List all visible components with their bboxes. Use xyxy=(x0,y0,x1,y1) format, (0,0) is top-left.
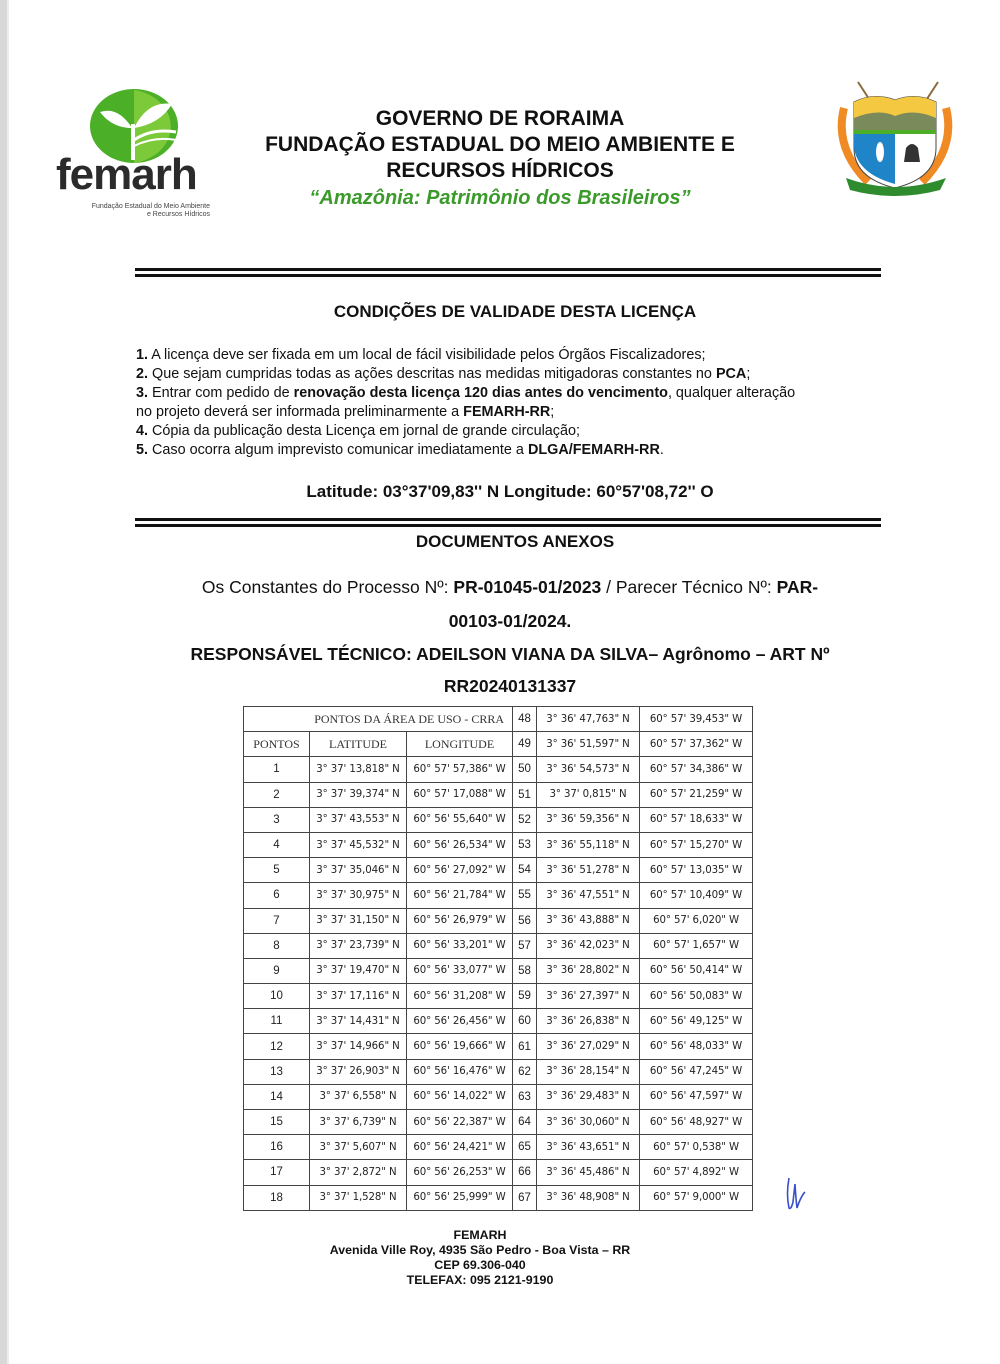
point-longitude: 60° 56' 27,092" W xyxy=(407,858,513,883)
point-longitude: 60° 56' 48,033" W xyxy=(640,1034,753,1059)
table-row xyxy=(244,1185,753,1210)
point-longitude: 60° 57' 57,386" W xyxy=(407,757,513,782)
point-longitude: 60° 56' 24,421" W xyxy=(407,1135,513,1160)
point-latitude: 3° 36' 47,763" N xyxy=(537,707,640,732)
condition-item-3-cont xyxy=(136,403,896,422)
point-number: 62 xyxy=(513,1059,537,1084)
page-edge-highlight xyxy=(7,0,9,1364)
point-latitude: 3° 37' 35,046" N xyxy=(310,858,407,883)
condition-text: ; xyxy=(746,366,751,382)
point-longitude: 60° 56' 31,208" W xyxy=(407,984,513,1009)
point-longitude: 60° 57' 17,088" W xyxy=(407,782,513,807)
column-header: PONTOS xyxy=(244,732,310,757)
point-latitude: 3° 36' 26,838" N xyxy=(537,1009,640,1034)
point-number: 17 xyxy=(244,1160,310,1185)
point-latitude: 3° 37' 0,815" N xyxy=(537,782,640,807)
process-line xyxy=(140,576,880,598)
point-longitude: 60° 57' 4,892" W xyxy=(640,1160,753,1185)
conditions-list xyxy=(136,346,896,460)
rule-line xyxy=(135,524,881,527)
point-longitude: 60° 57' 15,270" W xyxy=(640,832,753,857)
condition-text: no projeto deverá ser informada preliminarmente a xyxy=(136,404,464,420)
condition-item-4 xyxy=(136,422,896,441)
annexes-title: DOCUMENTOS ANEXOS xyxy=(415,532,615,551)
condition-item-5 xyxy=(136,441,896,460)
rule-line xyxy=(135,274,881,277)
table-row xyxy=(244,757,753,782)
point-longitude: 60° 56' 26,979" W xyxy=(407,908,513,933)
point-number: 51 xyxy=(513,782,537,807)
point-number: 59 xyxy=(513,984,537,1009)
point-latitude: 3° 36' 59,356" N xyxy=(537,807,640,832)
roraima-coat-of-arms xyxy=(828,78,963,203)
condition-number: 4. xyxy=(136,423,149,439)
opinion-label: / Parecer Técnico Nº: xyxy=(601,577,777,597)
responsible-technician: RESPONSÁVEL TÉCNICO: ADEILSON VIANA DA SILVA– Agrônomo – ART Nº xyxy=(190,644,830,664)
point-latitude: 3° 36' 28,154" N xyxy=(537,1059,640,1084)
point-latitude: 3° 37' 2,872" N xyxy=(310,1160,407,1185)
art-number: RR20240131337 xyxy=(443,676,577,696)
point-number: 18 xyxy=(244,1185,310,1210)
point-latitude: 3° 36' 45,486" N xyxy=(537,1160,640,1185)
point-longitude: 60° 57' 37,362" W xyxy=(640,732,753,757)
page-edge-shadow xyxy=(0,0,7,1364)
point-latitude: 3° 36' 43,888" N xyxy=(537,908,640,933)
point-number: 53 xyxy=(513,832,537,857)
footer-street: Avenida Ville Roy, 4935 São Pedro - Boa Vista – RR xyxy=(329,1243,631,1257)
table-row xyxy=(244,1059,753,1084)
footer-org: FEMARH xyxy=(453,1228,507,1242)
femarh-logo xyxy=(52,88,214,223)
header-motto: “Amazônia: Patrimônio dos Brasileiros” xyxy=(309,187,691,209)
table-row xyxy=(244,1009,753,1034)
point-latitude: 3° 36' 30,060" N xyxy=(537,1110,640,1135)
rule-line xyxy=(135,518,881,521)
table-row xyxy=(244,908,753,933)
table-row xyxy=(244,933,753,958)
condition-item-3 xyxy=(136,384,896,403)
point-latitude: 3° 37' 45,532" N xyxy=(310,832,407,857)
point-number: 7 xyxy=(244,908,310,933)
point-longitude: 60° 57' 34,386" W xyxy=(640,757,753,782)
condition-emphasis: PCA xyxy=(715,366,747,382)
point-latitude: 3° 37' 1,528" N xyxy=(310,1185,407,1210)
point-longitude: 60° 56' 47,597" W xyxy=(640,1084,753,1109)
point-longitude: 60° 56' 48,927" W xyxy=(640,1110,753,1135)
table-title: PONTOS DA ÁREA DE USO - CRRA xyxy=(244,707,513,732)
point-number: 61 xyxy=(513,1034,537,1059)
point-latitude: 3° 36' 54,573" N xyxy=(537,757,640,782)
point-latitude: 3° 37' 43,553" N xyxy=(310,807,407,832)
point-number: 16 xyxy=(244,1135,310,1160)
point-latitude: 3° 36' 47,551" N xyxy=(537,883,640,908)
column-header: LATITUDE xyxy=(310,732,407,757)
rule-line xyxy=(135,268,881,271)
point-latitude: 3° 36' 42,023" N xyxy=(537,933,640,958)
table-row xyxy=(244,858,753,883)
double-rule-top xyxy=(135,268,881,278)
table-row xyxy=(244,832,753,857)
point-latitude: 3° 36' 51,597" N xyxy=(537,732,640,757)
table-row xyxy=(244,732,753,757)
point-latitude: 3° 37' 14,966" N xyxy=(310,1034,407,1059)
table-row xyxy=(244,958,753,983)
point-latitude: 3° 36' 55,118" N xyxy=(537,832,640,857)
point-number: 4 xyxy=(244,832,310,857)
point-number: 48 xyxy=(513,707,537,732)
point-longitude: 60° 57' 39,453" W xyxy=(640,707,753,732)
logo-subtitle xyxy=(60,203,210,219)
table-row xyxy=(244,984,753,1009)
logo-subtitle-line1: Fundação Estadual do Meio Ambiente xyxy=(91,203,210,210)
point-number: 6 xyxy=(244,883,310,908)
point-number: 49 xyxy=(513,732,537,757)
point-number: 65 xyxy=(513,1135,537,1160)
point-number: 2 xyxy=(244,782,310,807)
table-row xyxy=(244,1135,753,1160)
point-latitude: 3° 37' 30,975" N xyxy=(310,883,407,908)
point-longitude: 60° 57' 10,409" W xyxy=(640,883,753,908)
point-latitude: 3° 36' 28,802" N xyxy=(537,958,640,983)
point-number: 64 xyxy=(513,1110,537,1135)
column-header: LONGITUDE xyxy=(407,732,513,757)
condition-text: Que sejam cumpridas todas as ações descritas nas medidas mitigadoras constantes no xyxy=(148,366,716,382)
point-number: 54 xyxy=(513,858,537,883)
condition-text: Caso ocorra algum imprevisto comunicar imediatamente a xyxy=(148,442,528,458)
table-row xyxy=(244,782,753,807)
condition-emphasis: FEMARH-RR xyxy=(463,404,551,420)
conditions-title: CONDIÇÕES DE VALIDADE DESTA LICENÇA xyxy=(333,302,697,321)
point-longitude: 60° 56' 16,476" W xyxy=(407,1059,513,1084)
point-latitude: 3° 37' 6,739" N xyxy=(310,1110,407,1135)
coat-of-arms-icon xyxy=(828,78,963,203)
responsible-line xyxy=(140,643,880,665)
point-latitude: 3° 36' 27,029" N xyxy=(537,1034,640,1059)
point-number: 12 xyxy=(244,1034,310,1059)
point-longitude: 60° 56' 21,784" W xyxy=(407,883,513,908)
point-longitude: 60° 56' 14,022" W xyxy=(407,1084,513,1109)
point-number: 5 xyxy=(244,858,310,883)
point-number: 57 xyxy=(513,933,537,958)
condition-item-1 xyxy=(136,346,896,365)
point-number: 60 xyxy=(513,1009,537,1034)
opinion-number-cont xyxy=(140,610,880,632)
point-longitude: 60° 57' 18,633" W xyxy=(640,807,753,832)
point-number: 67 xyxy=(513,1185,537,1210)
point-number: 50 xyxy=(513,757,537,782)
table-row xyxy=(244,807,753,832)
point-number: 66 xyxy=(513,1160,537,1185)
point-longitude: 60° 57' 0,538" W xyxy=(640,1135,753,1160)
condition-number: 5. xyxy=(136,442,149,458)
point-latitude: 3° 37' 13,818" N xyxy=(310,757,407,782)
point-number: 58 xyxy=(513,958,537,983)
point-number: 15 xyxy=(244,1110,310,1135)
opinion-number: PAR- xyxy=(776,577,819,597)
table-row xyxy=(244,707,753,732)
point-longitude: 60° 57' 6,020" W xyxy=(640,908,753,933)
point-number: 10 xyxy=(244,984,310,1009)
condition-text: ; xyxy=(550,404,555,420)
point-longitude: 60° 56' 26,456" W xyxy=(407,1009,513,1034)
condition-emphasis: DLGA/FEMARH-RR xyxy=(527,442,660,458)
point-latitude: 3° 37' 6,558" N xyxy=(310,1084,407,1109)
point-number: 56 xyxy=(513,908,537,933)
footer-phone: TELEFAX: 095 2121-9190 xyxy=(406,1273,554,1287)
condition-number: 1. xyxy=(136,347,149,363)
condition-text: Entrar com pedido de xyxy=(148,385,294,401)
point-longitude: 60° 56' 33,077" W xyxy=(407,958,513,983)
header-line-foundation: FUNDAÇÃO ESTADUAL DO MEIO AMBIENTE E xyxy=(265,133,735,156)
point-longitude: 60° 56' 55,640" W xyxy=(407,807,513,832)
logo-subtitle-line2: e Recursos Hídricos xyxy=(146,211,210,218)
point-latitude: 3° 37' 5,607" N xyxy=(310,1135,407,1160)
table-row xyxy=(244,1160,753,1185)
point-number: 52 xyxy=(513,807,537,832)
point-number: 1 xyxy=(244,757,310,782)
table-row xyxy=(244,883,753,908)
point-latitude: 3° 36' 43,651" N xyxy=(537,1135,640,1160)
condition-item-2 xyxy=(136,365,896,384)
logo-wordmark: femarh xyxy=(56,150,197,199)
process-number: PR-01045-01/2023 xyxy=(453,577,602,597)
condition-text: , qualquer alteração xyxy=(667,385,796,401)
point-latitude: 3° 37' 17,116" N xyxy=(310,984,407,1009)
point-latitude: 3° 37' 39,374" N xyxy=(310,782,407,807)
point-longitude: 60° 56' 22,387" W xyxy=(407,1110,513,1135)
process-label: Os Constantes do Processo Nº: xyxy=(201,577,454,597)
point-number: 8 xyxy=(244,933,310,958)
point-latitude: 3° 36' 27,397" N xyxy=(537,984,640,1009)
point-latitude: 3° 37' 14,431" N xyxy=(310,1009,407,1034)
opinion-number-cont-text: 00103-01/2024. xyxy=(448,611,572,631)
table-row xyxy=(244,1110,753,1135)
point-longitude: 60° 56' 25,999" W xyxy=(407,1185,513,1210)
condition-number: 2. xyxy=(136,366,149,382)
point-longitude: 60° 56' 26,534" W xyxy=(407,832,513,857)
reference-coordinates: Latitude: 03°37'09,83'' N Longitude: 60°57'08,72'' O xyxy=(306,482,714,501)
table-row xyxy=(244,1034,753,1059)
point-longitude: 60° 56' 47,245" W xyxy=(640,1059,753,1084)
point-latitude: 3° 37' 26,903" N xyxy=(310,1059,407,1084)
point-number: 63 xyxy=(513,1084,537,1109)
point-longitude: 60° 56' 33,201" W xyxy=(407,933,513,958)
point-latitude: 3° 36' 29,483" N xyxy=(537,1084,640,1109)
condition-text: Cópia da publicação desta Licença em jornal de grande circulação; xyxy=(148,423,581,439)
point-number: 55 xyxy=(513,883,537,908)
header-line-resources: RECURSOS HÍDRICOS xyxy=(386,159,614,182)
point-longitude: 60° 56' 50,414" W xyxy=(640,958,753,983)
coordinates-table xyxy=(243,706,753,1211)
point-latitude: 3° 36' 48,908" N xyxy=(537,1185,640,1210)
footer-postal-code: CEP 69.306-040 xyxy=(434,1258,526,1272)
point-latitude: 3° 37' 23,739" N xyxy=(310,933,407,958)
point-number: 9 xyxy=(244,958,310,983)
point-number: 3 xyxy=(244,807,310,832)
point-longitude: 60° 57' 1,657" W xyxy=(640,933,753,958)
point-number: 13 xyxy=(244,1059,310,1084)
point-longitude: 60° 56' 26,253" W xyxy=(407,1160,513,1185)
point-longitude: 60° 56' 19,666" W xyxy=(407,1034,513,1059)
art-number-line xyxy=(140,675,880,697)
document-header xyxy=(220,106,780,212)
point-latitude: 3° 36' 51,278" N xyxy=(537,858,640,883)
point-longitude: 60° 56' 49,125" W xyxy=(640,1009,753,1034)
double-rule-middle xyxy=(135,518,881,528)
point-longitude: 60° 56' 50,083" W xyxy=(640,984,753,1009)
condition-text: . xyxy=(659,442,664,458)
condition-emphasis: renovação desta licença 120 dias antes do vencimento xyxy=(293,385,668,401)
point-longitude: 60° 57' 13,035" W xyxy=(640,858,753,883)
point-number: 11 xyxy=(244,1009,310,1034)
header-line-government: GOVERNO DE RORAIMA xyxy=(375,107,625,130)
condition-number: 3. xyxy=(136,385,149,401)
table-row xyxy=(244,1084,753,1109)
point-longitude: 60° 57' 9,000" W xyxy=(640,1185,753,1210)
handwritten-initials-icon xyxy=(783,1170,809,1214)
condition-text: A licença deve ser fixada em um local de fácil visibilidade pelos Órgãos Fiscalizadores; xyxy=(148,347,706,363)
point-longitude: 60° 57' 21,259" W xyxy=(640,782,753,807)
point-latitude: 3° 37' 19,470" N xyxy=(310,958,407,983)
point-latitude: 3° 37' 31,150" N xyxy=(310,908,407,933)
point-number: 14 xyxy=(244,1084,310,1109)
footer-address xyxy=(280,1228,680,1288)
